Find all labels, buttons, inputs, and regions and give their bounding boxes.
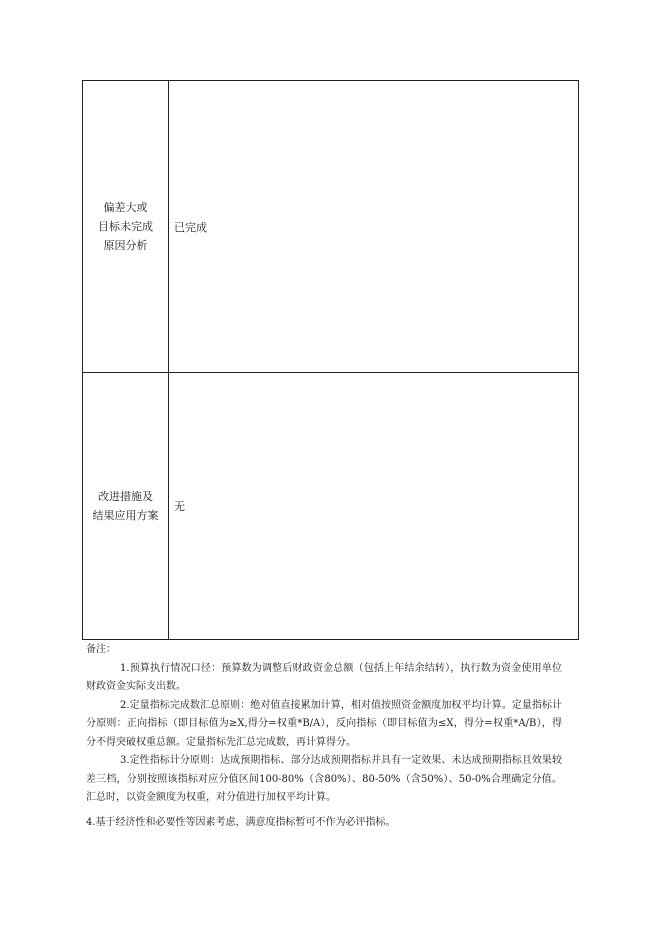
row-label-deviation-analysis (83, 81, 169, 373)
notes-section (86, 641, 562, 832)
evaluation-table (82, 80, 579, 640)
row-content-deviation-analysis: 已完成 (169, 81, 579, 373)
label-line: 偏差大或 (103, 201, 148, 214)
label-line: 目标未完成 (98, 220, 153, 233)
row-content-improvement-plan: 无 (169, 373, 579, 640)
label-line: 改进措施及 (98, 490, 153, 503)
row-label-improvement-plan (83, 373, 169, 640)
note-item-2: 2.定量指标完成数汇总原则：绝对值直接累加计算，相对值按照资金额度加权平均计算。定量指标计分原则：正向指标（即目标值为≥X,得分=权重*B/A），反向指标（即目标值为≤X，得分=权重*A/B），得分不得突破权重总额。定量指标先汇总完成数，再计算得分。 (86, 699, 562, 748)
note-item-4: 4.基于经济性和必要性等因素考虑，满意度指标暂可不作为必评指标。 (86, 816, 396, 828)
note-item-1: 1.预算执行情况口径：预算数为调整后财政资金总额（包括上年结余结转），执行数为资金使用单位财政资金实际支出数。 (86, 662, 562, 692)
table-row (83, 373, 579, 640)
label-line: 原因分析 (103, 239, 148, 252)
table-row (83, 81, 579, 373)
notes-title: 备注： (86, 644, 116, 655)
note-item-3: 3.定性指标计分原则：达成预期指标、部分达成预期指标并具有一定效果、未达成预期指标且效果较差三档，分别按照该指标对应分值区间100-80%（含80%）、80-50%（含50%）、50-0%合理确定分值。汇总时，以资金额度为权重，对分值进行加权平均计算。 (86, 755, 562, 803)
label-line: 结果应用方案 (92, 509, 159, 522)
